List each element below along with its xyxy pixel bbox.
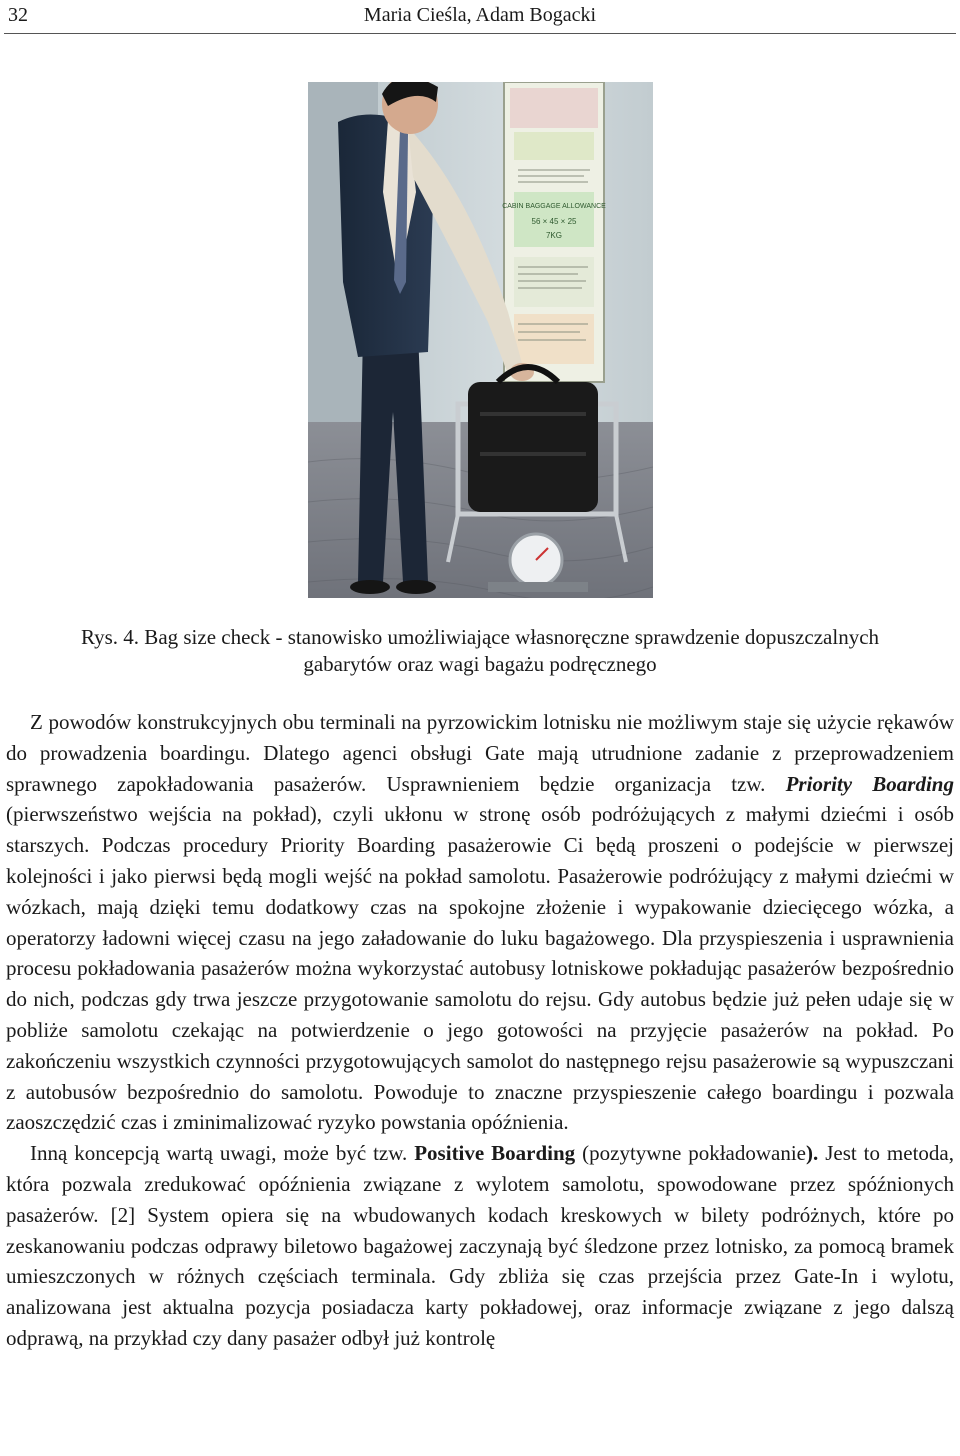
board-sign-dimensions: 56 × 45 × 25 xyxy=(531,217,577,226)
term-positive-boarding: Positive Boarding xyxy=(414,1141,576,1166)
black-bag xyxy=(468,382,598,512)
paragraph-2-text-a: Inną koncepcją wartą uwagi, może być tzw. xyxy=(30,1141,415,1166)
board-sign-weight: 7KG xyxy=(545,231,563,240)
paragraph-2-bold-punctuation: ). xyxy=(806,1141,819,1166)
page-number: 32 xyxy=(8,4,28,26)
paragraph-1-text-a: Z powodów konstrukcyjnych obu terminali na pyrzowickim lotnisku nie możliwym staje się użycie rękawów do prowadzenia boardingu. Dlatego agenci obsługi Gate mają utrudnione zadanie z przeprowadzeniem sprawnego zapokładowania pasażerów. Usprawnieniem będzie organizacja tzw. xyxy=(6,710,954,796)
running-head-authors: Maria Cieśla, Adam Bogacki xyxy=(363,4,597,26)
figure-photo-bag-size-check xyxy=(308,82,653,598)
caption-line-2: gabarytów oraz wagi bagażu podręcznego xyxy=(303,652,657,676)
figure-caption xyxy=(20,624,940,678)
paragraph-2-text-b: (pozytywne pokładowanie xyxy=(575,1141,807,1166)
body-text xyxy=(6,707,954,1354)
paragraph-1-text-b: (pierwszeństwo wejścia na pokład), czyli ukłonu w stronę osób podróżujących z małymi dziećmi i osób starszych. Podczas procedury Priority Boarding pasażerowie Ci będą proszeni o podejście w pierwszej kolejności i jako pierwsi będą mogli wejść na pokład samolotu. Pasażerowie podróżujący z małymi dziećmi w wózkach, mają dzięki temu dodatkowy czas na spokojne złożenie i wypakowanie dziecięcego wózka, a operatorzy ładowni więcej czasu na jego załadowanie do luku bagażowego. Dla przyspieszenia i usprawnienia procesu pokładowania pasażerów można wykorzystać autobusy lotniskowe pokładując pasażerów bezpośrednio do nich, podczas gdy trwa jeszcze przygotowanie samolotu do rejsu. Gdy autobus będzie już pełen udaje się w pobliże samolotu czekając na potwierdzenie o jego gotowości na przyjęcie pasażerów na pokład. Po zakończeniu wszystkich czynności przygotowujących samolot do następnego rejsu pasażerowie są wypuszczani z autobusów bezpośrednio do samolotu. Powoduje to znaczne przyspieszenie całego boardingu i pozwala zaoszczędzić czas i zminimalizować ryzyko powstania opóźnienia. xyxy=(6,802,954,1135)
term-priority-boarding: Priority Boarding xyxy=(785,771,954,796)
caption-line-1: Rys. 4. Bag size check - stanowisko umożliwiające własnoręczne sprawdzenie dopuszczalnych xyxy=(80,625,880,649)
paragraph-1 xyxy=(6,707,954,1138)
board-sign-allowance: CABIN BAGGAGE ALLOWANCE xyxy=(502,203,606,210)
paragraph-2 xyxy=(6,1138,954,1354)
bag-size-check-photo xyxy=(308,82,653,598)
paragraph-2-text-c: Jest to metoda, która pozwala zredukować opóźnienia związane z wylotem samolotu, spowodowane przez spóźnionych pasażerów. [2] System opiera się na wbudowanych kodach kreskowych w bilety podróżnych, które po zeskanowaniu podczas odprawy biletowo bagażowej zaczynają być śledzone przez lotnisko, za pomocą bramek umieszczonych w różnych częściach terminala. Gdy zbliża się czas przejścia przez Gate-In i wylotu, analizowana jest aktualna pozycja posiadacza karty pokładowej, oraz informacje związane z jego dalszą odprawą, na przykład czy dany pasażer odbył już kontrolę xyxy=(6,1141,954,1350)
header-rule xyxy=(4,33,956,34)
running-head xyxy=(8,2,952,28)
